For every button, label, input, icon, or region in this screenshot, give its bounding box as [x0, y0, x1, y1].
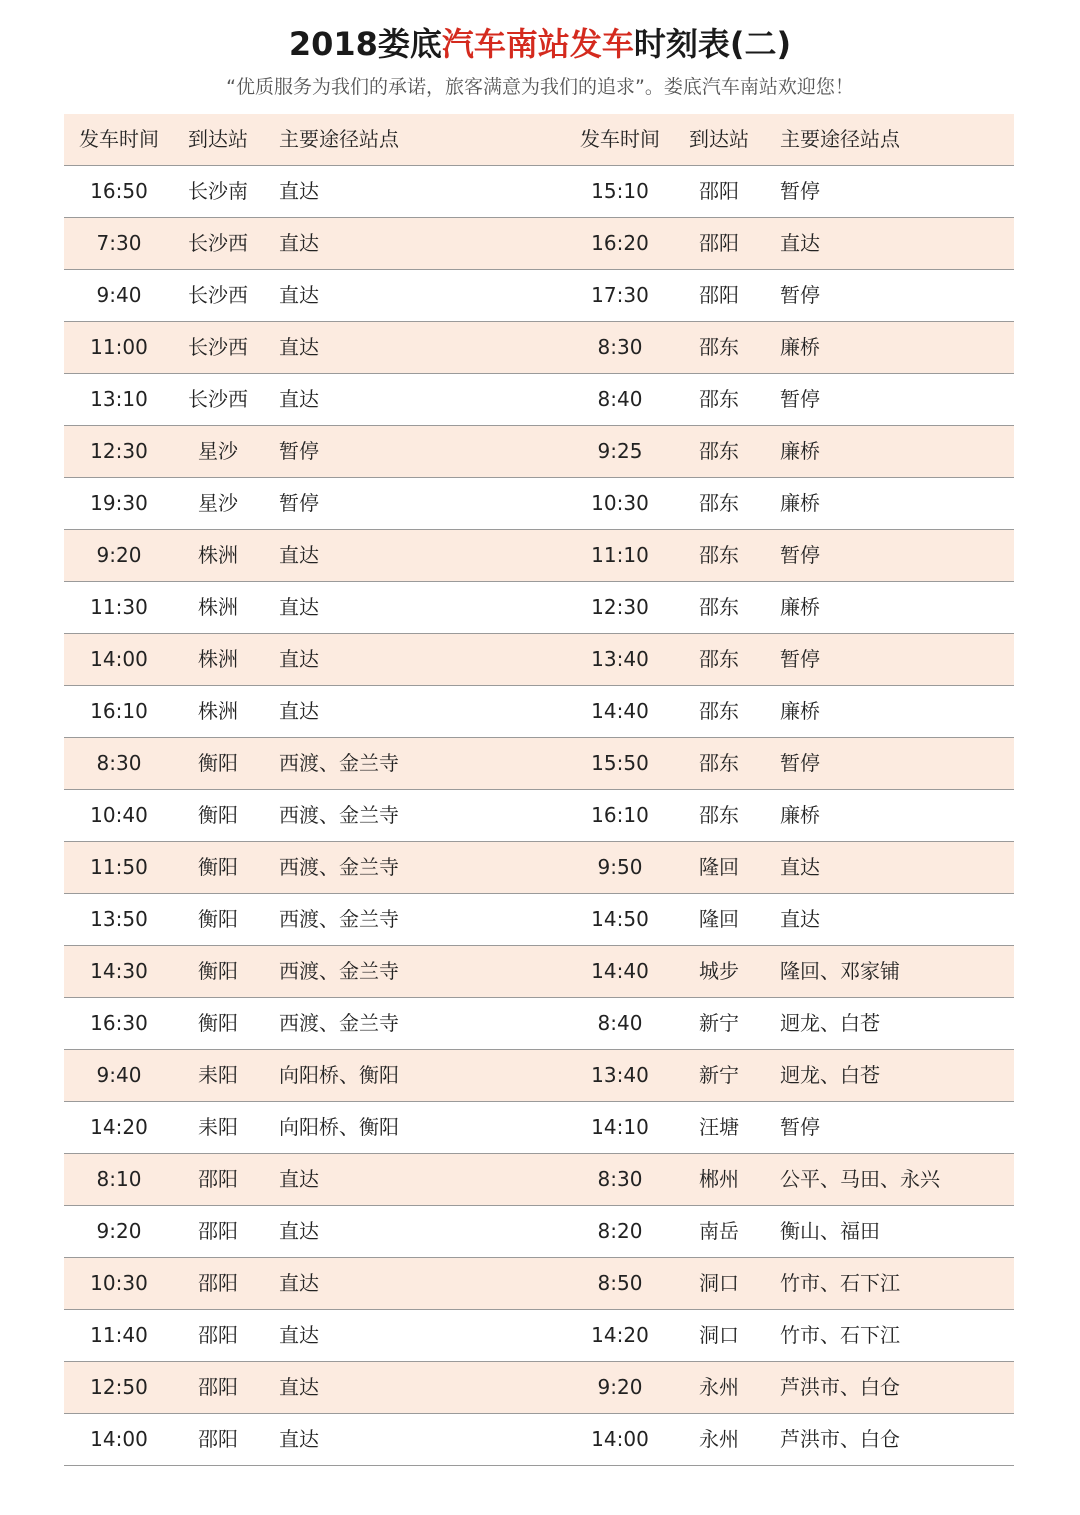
- via-stations-right: 迥龙、白苍: [780, 1063, 880, 1087]
- departure-time-left: 9:20: [96, 1219, 142, 1243]
- destination-right: 郴州: [699, 1167, 739, 1191]
- departure-time-right: 8:50: [597, 1271, 643, 1295]
- destination-right: 永州: [699, 1427, 739, 1451]
- table-row: [64, 166, 1014, 218]
- table-row: [64, 634, 1014, 686]
- destination-right: 邵东: [699, 439, 739, 463]
- via-stations-right: 直达: [780, 231, 820, 255]
- via-stations-right: 暂停: [780, 647, 820, 671]
- destination-right: 洞口: [699, 1323, 739, 1347]
- via-stations-right: 芦洪市、白仓: [780, 1427, 900, 1451]
- departure-time-right: 16:20: [591, 231, 649, 255]
- via-stations-left: 直达: [279, 387, 319, 411]
- destination-left: 衡阳: [198, 907, 238, 931]
- destination-left: 衡阳: [198, 1011, 238, 1035]
- departure-time-left: 14:20: [90, 1115, 148, 1139]
- destination-right: 邵阳: [699, 283, 739, 307]
- slogan: “优质服务为我们的承诺，旅客满意为我们的追求”。娄底汽车南站欢迎您！: [226, 76, 854, 98]
- departure-time-right: 17:30: [591, 283, 649, 307]
- table-row: [64, 998, 1014, 1050]
- via-stations-left: 暂停: [279, 439, 319, 463]
- departure-time-left: 14:30: [90, 959, 148, 983]
- departure-time-right: 14:40: [591, 699, 649, 723]
- destination-left: 长沙西: [188, 231, 248, 255]
- via-stations-right: 暂停: [780, 1115, 820, 1139]
- via-stations-left: 直达: [279, 1427, 319, 1451]
- schedule-rows: [64, 166, 1014, 1466]
- destination-right: 城步: [699, 959, 739, 983]
- departure-time-left: 12:30: [90, 439, 148, 463]
- via-stations-right: 竹市、石下江: [780, 1323, 900, 1347]
- via-stations-right: 廉桥: [780, 439, 820, 463]
- via-stations-right: 廉桥: [780, 595, 820, 619]
- departure-time-left: 14:00: [90, 647, 148, 671]
- departure-time-left: 8:30: [96, 751, 142, 775]
- departure-time-left: 19:30: [90, 491, 148, 515]
- table-header-row: [64, 114, 1014, 166]
- departure-time-left: 11:40: [90, 1323, 148, 1347]
- via-stations-left: 西渡、金兰寺: [279, 751, 399, 775]
- departure-time-right: 8:30: [597, 1167, 643, 1191]
- destination-right: 邵东: [699, 803, 739, 827]
- table-row: [64, 1362, 1014, 1414]
- departure-time-right: 14:40: [591, 959, 649, 983]
- via-stations-left: 西渡、金兰寺: [279, 959, 399, 983]
- destination-left: 邵阳: [198, 1375, 238, 1399]
- departure-time-left: 16:10: [90, 699, 148, 723]
- departure-time-right: 9:50: [597, 855, 643, 879]
- destination-right: 邵东: [699, 751, 739, 775]
- table-row: [64, 894, 1014, 946]
- via-stations-left: 向阳桥、衡阳: [279, 1063, 399, 1087]
- destination-right: 邵东: [699, 491, 739, 515]
- departure-time-right: 16:10: [591, 803, 649, 827]
- departure-time-left: 16:50: [90, 179, 148, 203]
- destination-right: 邵东: [699, 387, 739, 411]
- page-title: [0, 24, 1080, 64]
- destination-right: 邵东: [699, 647, 739, 671]
- table-row: [64, 426, 1014, 478]
- departure-time-right: 8:30: [597, 335, 643, 359]
- destination-right: 新宁: [699, 1011, 739, 1035]
- title-prefix: 2018娄底: [288, 25, 442, 63]
- destination-left: 衡阳: [198, 751, 238, 775]
- departure-time-right: 14:10: [591, 1115, 649, 1139]
- destination-right: 邵东: [699, 335, 739, 359]
- via-stations-left: 直达: [279, 699, 319, 723]
- via-stations-left: 直达: [279, 595, 319, 619]
- destination-left: 星沙: [198, 491, 238, 515]
- departure-time-right: 11:10: [591, 543, 649, 567]
- destination-left: 邵阳: [198, 1427, 238, 1451]
- via-stations-left: 直达: [279, 543, 319, 567]
- departure-time-left: 11:00: [90, 335, 148, 359]
- destination-left: 星沙: [198, 439, 238, 463]
- departure-time-left: 9:20: [96, 543, 142, 567]
- via-stations-left: 直达: [279, 1167, 319, 1191]
- destination-right: 邵东: [699, 699, 739, 723]
- via-stations-right: 暂停: [780, 751, 820, 775]
- table-row: [64, 1102, 1014, 1154]
- via-stations-left: 直达: [279, 335, 319, 359]
- table-row: [64, 218, 1014, 270]
- table-row: [64, 322, 1014, 374]
- destination-right: 永州: [699, 1375, 739, 1399]
- table-row: [64, 946, 1014, 998]
- departure-time-right: 10:30: [591, 491, 649, 515]
- departure-time-right: 8:40: [597, 1011, 643, 1035]
- via-stations-right: 暂停: [780, 387, 820, 411]
- title-suffix: 时刻表(二): [633, 25, 792, 63]
- via-stations-left: 直达: [279, 647, 319, 671]
- departure-time-right: 15:50: [591, 751, 649, 775]
- destination-right: 洞口: [699, 1271, 739, 1295]
- destination-right: 南岳: [699, 1219, 739, 1243]
- via-stations-right: 隆回、邓家铺: [780, 959, 900, 983]
- destination-left: 长沙西: [188, 283, 248, 307]
- via-stations-right: 芦洪市、白仓: [780, 1375, 900, 1399]
- departure-time-left: 10:30: [90, 1271, 148, 1295]
- table-row: [64, 842, 1014, 894]
- via-stations-right: 直达: [780, 855, 820, 879]
- destination-left: 耒阳: [198, 1115, 238, 1139]
- header-via-stations-right: 主要途径站点: [780, 127, 900, 151]
- departure-time-left: 16:30: [90, 1011, 148, 1035]
- destination-left: 衡阳: [198, 959, 238, 983]
- via-stations-left: 直达: [279, 179, 319, 203]
- departure-time-left: 11:50: [90, 855, 148, 879]
- departure-time-left: 10:40: [90, 803, 148, 827]
- table-row: [64, 1154, 1014, 1206]
- destination-right: 邵东: [699, 543, 739, 567]
- table-row: [64, 270, 1014, 322]
- via-stations-left: 西渡、金兰寺: [279, 907, 399, 931]
- destination-right: 隆回: [699, 855, 739, 879]
- header-departure-time-left: 发车时间: [79, 127, 159, 151]
- destination-right: 邵阳: [699, 231, 739, 255]
- departure-time-left: 13:50: [90, 907, 148, 931]
- table-row: [64, 478, 1014, 530]
- header-destination-left: 到达站: [188, 127, 248, 151]
- destination-right: 新宁: [699, 1063, 739, 1087]
- via-stations-left: 直达: [279, 1375, 319, 1399]
- departure-time-left: 12:50: [90, 1375, 148, 1399]
- via-stations-left: 直达: [279, 283, 319, 307]
- destination-left: 长沙西: [188, 387, 248, 411]
- via-stations-left: 直达: [279, 1271, 319, 1295]
- destination-right: 邵阳: [699, 179, 739, 203]
- via-stations-right: 廉桥: [780, 491, 820, 515]
- via-stations-right: 暂停: [780, 283, 820, 307]
- via-stations-right: 廉桥: [780, 699, 820, 723]
- destination-left: 邵阳: [198, 1219, 238, 1243]
- via-stations-left: 暂停: [279, 491, 319, 515]
- destination-left: 株洲: [198, 543, 238, 567]
- via-stations-right: 迥龙、白苍: [780, 1011, 880, 1035]
- destination-left: 株洲: [198, 647, 238, 671]
- departure-time-right: 13:40: [591, 647, 649, 671]
- table-row: [64, 1258, 1014, 1310]
- departure-time-right: 14:50: [591, 907, 649, 931]
- destination-left: 衡阳: [198, 855, 238, 879]
- departure-time-left: 7:30: [96, 231, 142, 255]
- via-stations-right: 竹市、石下江: [780, 1271, 900, 1295]
- departure-time-left: 9:40: [96, 1063, 142, 1087]
- destination-right: 邵东: [699, 595, 739, 619]
- via-stations-left: 直达: [279, 1323, 319, 1347]
- departure-time-right: 8:40: [597, 387, 643, 411]
- table-row: [64, 1310, 1014, 1362]
- title-highlight: 汽车南站发车: [441, 25, 634, 63]
- via-stations-left: 西渡、金兰寺: [279, 803, 399, 827]
- departure-time-right: 14:00: [591, 1427, 649, 1451]
- departure-time-left: 9:40: [96, 283, 142, 307]
- via-stations-right: 廉桥: [780, 803, 820, 827]
- via-stations-left: 直达: [279, 231, 319, 255]
- destination-left: 邵阳: [198, 1271, 238, 1295]
- table-row: [64, 686, 1014, 738]
- destination-left: 衡阳: [198, 803, 238, 827]
- departure-time-right: 13:40: [591, 1063, 649, 1087]
- via-stations-left: 西渡、金兰寺: [279, 855, 399, 879]
- departure-time-right: 12:30: [591, 595, 649, 619]
- departure-time-right: 9:20: [597, 1375, 643, 1399]
- table-row: [64, 582, 1014, 634]
- table-row: [64, 790, 1014, 842]
- via-stations-right: 直达: [780, 907, 820, 931]
- destination-left: 耒阳: [198, 1063, 238, 1087]
- destination-left: 邵阳: [198, 1167, 238, 1191]
- destination-right: 隆回: [699, 907, 739, 931]
- via-stations-right: 衡山、福田: [780, 1219, 880, 1243]
- via-stations-left: 直达: [279, 1219, 319, 1243]
- via-stations-left: 西渡、金兰寺: [279, 1011, 399, 1035]
- table-row: [64, 1050, 1014, 1102]
- via-stations-right: 暂停: [780, 543, 820, 567]
- destination-left: 长沙南: [188, 179, 248, 203]
- table-row: [64, 374, 1014, 426]
- departure-time-left: 8:10: [96, 1167, 142, 1191]
- via-stations-right: 暂停: [780, 179, 820, 203]
- via-stations-left: 向阳桥、衡阳: [279, 1115, 399, 1139]
- departure-time-right: 9:25: [597, 439, 643, 463]
- schedule-table: [64, 114, 1014, 1466]
- table-row: [64, 1414, 1014, 1466]
- departure-time-right: 8:20: [597, 1219, 643, 1243]
- departure-time-right: 15:10: [591, 179, 649, 203]
- departure-time-left: 13:10: [90, 387, 148, 411]
- destination-right: 汪塘: [699, 1115, 739, 1139]
- header-via-stations-left: 主要途径站点: [279, 127, 399, 151]
- header-destination-right: 到达站: [689, 127, 749, 151]
- via-stations-right: 廉桥: [780, 335, 820, 359]
- destination-left: 株洲: [198, 699, 238, 723]
- table-row: [64, 530, 1014, 582]
- departure-time-left: 14:00: [90, 1427, 148, 1451]
- via-stations-right: 公平、马田、永兴: [780, 1167, 940, 1191]
- destination-left: 长沙西: [188, 335, 248, 359]
- table-row: [64, 1206, 1014, 1258]
- table-row: [64, 738, 1014, 790]
- destination-left: 株洲: [198, 595, 238, 619]
- header-departure-time-right: 发车时间: [580, 127, 660, 151]
- departure-time-right: 14:20: [591, 1323, 649, 1347]
- destination-left: 邵阳: [198, 1323, 238, 1347]
- departure-time-left: 11:30: [90, 595, 148, 619]
